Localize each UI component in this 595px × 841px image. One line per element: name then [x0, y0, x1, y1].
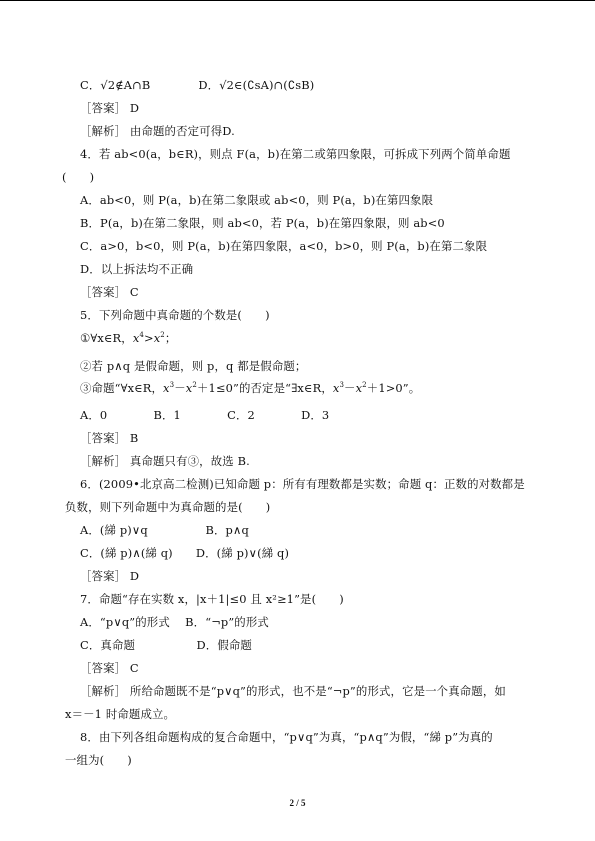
q6-options-ab: A．(綈 p)∨q B．p∧q	[80, 523, 249, 537]
q3-option-c: C．√2∉A∩B	[80, 78, 151, 92]
q7-stem: 7．命题“存在实数 x，|x＋1|≤0 且 x²≥1”是( )	[80, 592, 344, 606]
page-top-rule	[0, 0, 595, 1]
q5-item-1: ①∀x∈R，$x^4>x^2$；	[80, 331, 177, 345]
q5-stem: 5．下列命题中真命题的个数是( )	[80, 308, 270, 322]
q3-answer: ［答案］ D	[80, 101, 140, 115]
q4-option-a: A．ab<0，则 P(a，b)在第二象限或 ab<0，则 P(a，b)在第四象限	[80, 193, 434, 207]
q5-options: A．0 B．1 C．2 D．3	[80, 408, 330, 422]
q6-stem-line-1: 6．(2009•北京高二检测)已知命题 p：所有有理数都是实数；命题 q：正数的对数都是	[80, 477, 525, 491]
q7-options-cd: C．真命题 D．假命题	[80, 638, 252, 652]
q7-answer: ［答案］ C	[80, 661, 139, 675]
q4-blank: ( )	[62, 170, 95, 184]
q7-options-ab: A．“p∨q”的形式 B．“¬p”的形式	[80, 615, 269, 629]
q7-analysis-line-2: x＝－1 时命题成立。	[65, 707, 176, 721]
page-number: 2 / 5	[289, 798, 306, 808]
q8-stem-line-2: 一组为( )	[65, 753, 132, 767]
q4-option-d: D．以上拆法均不正确	[80, 262, 194, 276]
q8-stem-line-1: 8．由下列各组命题构成的复合命题中，“p∨q”为真，“p∧q”为假，“綈 p”为真的	[80, 730, 493, 744]
q4-option-c: C．a>0，b<0，则 P(a，b)在第四象限，a<0，b>0，则 P(a，b)在第二象限	[80, 239, 488, 253]
q5-analysis: ［解析］ 真命题只有③，故选 B.	[80, 454, 250, 468]
q4-stem: 4．若 ab<0(a，b∈R)，则点 F(a，b)在第二或第四象限，可拆成下列两个简单命题	[80, 147, 511, 161]
q5-answer: ［答案］ B	[80, 431, 139, 445]
q6-options-cd: C．(綈 p)∧(綈 q) D．(綈 p)∨(綈 q)	[80, 546, 290, 560]
q5-item-2: ②若 p∧q 是假命题，则 p，q 都是假命题；	[80, 359, 307, 373]
q5-item-3: ③命题“∀x∈R，$x^3-x^2+1\le 0$”的否定是“∃x∈R，$x^3-x^2+1>0$”。	[80, 381, 421, 395]
q3-option-d: D．√2∈(∁sA)∩(∁sB)	[198, 78, 315, 92]
q4-answer: ［答案］ C	[80, 285, 139, 299]
q7-analysis-line-1: ［解析］ 所给命题既不是“p∨q”的形式，也不是“¬p”的形式，它是一个真命题，如	[80, 684, 506, 698]
q6-answer: ［答案］ D	[80, 569, 140, 583]
q6-stem-line-2: 负数，则下列命题中为真命题的是( )	[65, 500, 271, 514]
q4-option-b: B．P(a，b)在第二象限，则 ab<0，若 P(a，b)在第四象限，则 ab<0	[80, 216, 445, 230]
q3-analysis: ［解析］ 由命题的否定可得D.	[80, 124, 235, 138]
